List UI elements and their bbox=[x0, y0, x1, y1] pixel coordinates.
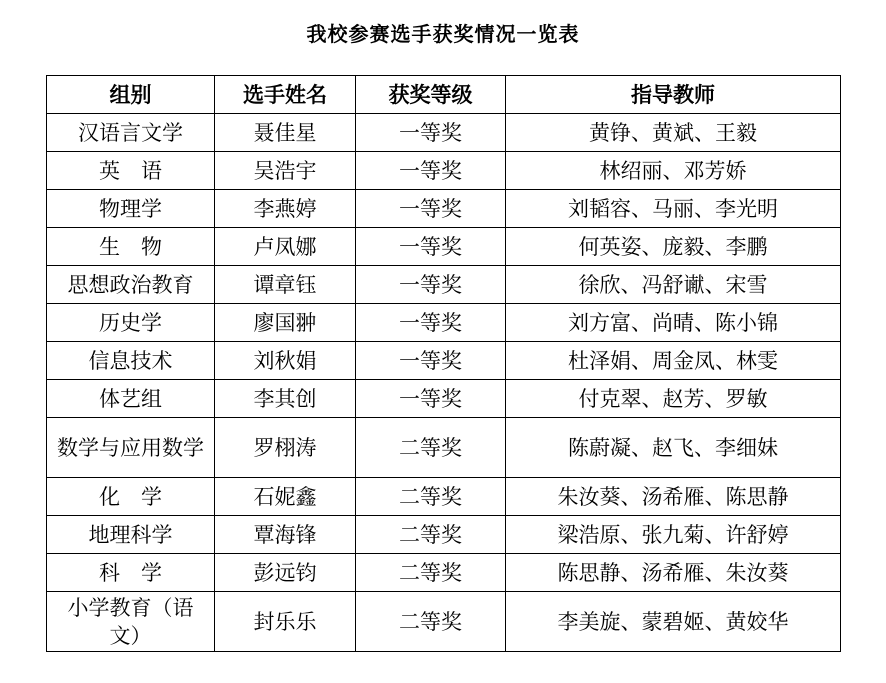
table-row bbox=[47, 516, 841, 554]
cell-award-level: 一等奖 bbox=[356, 190, 506, 228]
cell-contestant-name: 谭章钰 bbox=[215, 266, 356, 304]
cell-award-level: 一等奖 bbox=[356, 114, 506, 152]
table-row bbox=[47, 554, 841, 592]
table-row bbox=[47, 228, 841, 266]
table-row bbox=[47, 266, 841, 304]
cell-award-level: 一等奖 bbox=[356, 152, 506, 190]
table-row bbox=[47, 190, 841, 228]
cell-award-level: 一等奖 bbox=[356, 304, 506, 342]
cell-instructors: 林绍丽、邓芳娇 bbox=[506, 152, 841, 190]
cell-contestant-name: 罗栩涛 bbox=[215, 418, 356, 478]
document-title: 我校参赛选手获奖情况一览表 bbox=[306, 22, 580, 46]
cell-group: 信息技术 bbox=[47, 342, 215, 380]
cell-group: 汉语言文学 bbox=[47, 114, 215, 152]
header-instructors: 指导教师 bbox=[506, 76, 841, 114]
cell-contestant-name: 聂佳星 bbox=[215, 114, 356, 152]
header-award-level: 获奖等级 bbox=[356, 76, 506, 114]
cell-instructors: 李美旋、蒙碧姬、黄姣华 bbox=[506, 592, 841, 652]
cell-group: 小学教育（语文） bbox=[47, 592, 215, 652]
cell-contestant-name: 彭远钧 bbox=[215, 554, 356, 592]
header-group: 组别 bbox=[47, 76, 215, 114]
cell-contestant-name: 卢凤娜 bbox=[215, 228, 356, 266]
table-row bbox=[47, 304, 841, 342]
cell-award-level: 二等奖 bbox=[356, 516, 506, 554]
table-row bbox=[47, 152, 841, 190]
cell-award-level: 二等奖 bbox=[356, 418, 506, 478]
cell-group: 科 学 bbox=[47, 554, 215, 592]
cell-instructors: 陈蔚凝、赵飞、李细妹 bbox=[506, 418, 841, 478]
cell-contestant-name: 封乐乐 bbox=[215, 592, 356, 652]
cell-group: 物理学 bbox=[47, 190, 215, 228]
table-row bbox=[47, 478, 841, 516]
cell-award-level: 一等奖 bbox=[356, 228, 506, 266]
cell-instructors: 梁浩原、张九菊、许舒婷 bbox=[506, 516, 841, 554]
cell-contestant-name: 覃海锋 bbox=[215, 516, 356, 554]
cell-instructors: 徐欣、冯舒谳、宋雪 bbox=[506, 266, 841, 304]
cell-award-level: 二等奖 bbox=[356, 554, 506, 592]
cell-contestant-name: 吴浩宇 bbox=[215, 152, 356, 190]
awards-table bbox=[46, 75, 841, 652]
cell-group: 历史学 bbox=[47, 304, 215, 342]
header-contestant-name: 选手姓名 bbox=[215, 76, 356, 114]
cell-award-level: 二等奖 bbox=[356, 478, 506, 516]
cell-award-level: 一等奖 bbox=[356, 342, 506, 380]
table-header-row bbox=[47, 76, 841, 114]
table-row bbox=[47, 592, 841, 652]
cell-instructors: 刘方富、尚晴、陈小锦 bbox=[506, 304, 841, 342]
cell-instructors: 黄铮、黄斌、王毅 bbox=[506, 114, 841, 152]
cell-instructors: 刘韬容、马丽、李光明 bbox=[506, 190, 841, 228]
cell-instructors: 杜泽娟、周金凤、林雯 bbox=[506, 342, 841, 380]
cell-instructors: 朱汝葵、汤希雁、陈思静 bbox=[506, 478, 841, 516]
cell-award-level: 一等奖 bbox=[356, 380, 506, 418]
cell-contestant-name: 廖国翀 bbox=[215, 304, 356, 342]
cell-group: 数学与应用数学 bbox=[47, 418, 215, 478]
cell-group: 思想政治教育 bbox=[47, 266, 215, 304]
table-row bbox=[47, 418, 841, 478]
cell-group: 化 学 bbox=[47, 478, 215, 516]
cell-group: 体艺组 bbox=[47, 380, 215, 418]
cell-instructors: 付克翠、赵芳、罗敏 bbox=[506, 380, 841, 418]
cell-group: 生 物 bbox=[47, 228, 215, 266]
table-row bbox=[47, 380, 841, 418]
table-row bbox=[47, 342, 841, 380]
cell-award-level: 一等奖 bbox=[356, 266, 506, 304]
table-row bbox=[47, 114, 841, 152]
cell-instructors: 何英姿、庞毅、李鹏 bbox=[506, 228, 841, 266]
cell-contestant-name: 石妮鑫 bbox=[215, 478, 356, 516]
cell-award-level: 二等奖 bbox=[356, 592, 506, 652]
cell-instructors: 陈思静、汤希雁、朱汝葵 bbox=[506, 554, 841, 592]
cell-contestant-name: 李其创 bbox=[215, 380, 356, 418]
cell-group: 地理科学 bbox=[47, 516, 215, 554]
cell-group: 英 语 bbox=[47, 152, 215, 190]
cell-contestant-name: 刘秋娟 bbox=[215, 342, 356, 380]
cell-contestant-name: 李燕婷 bbox=[215, 190, 356, 228]
